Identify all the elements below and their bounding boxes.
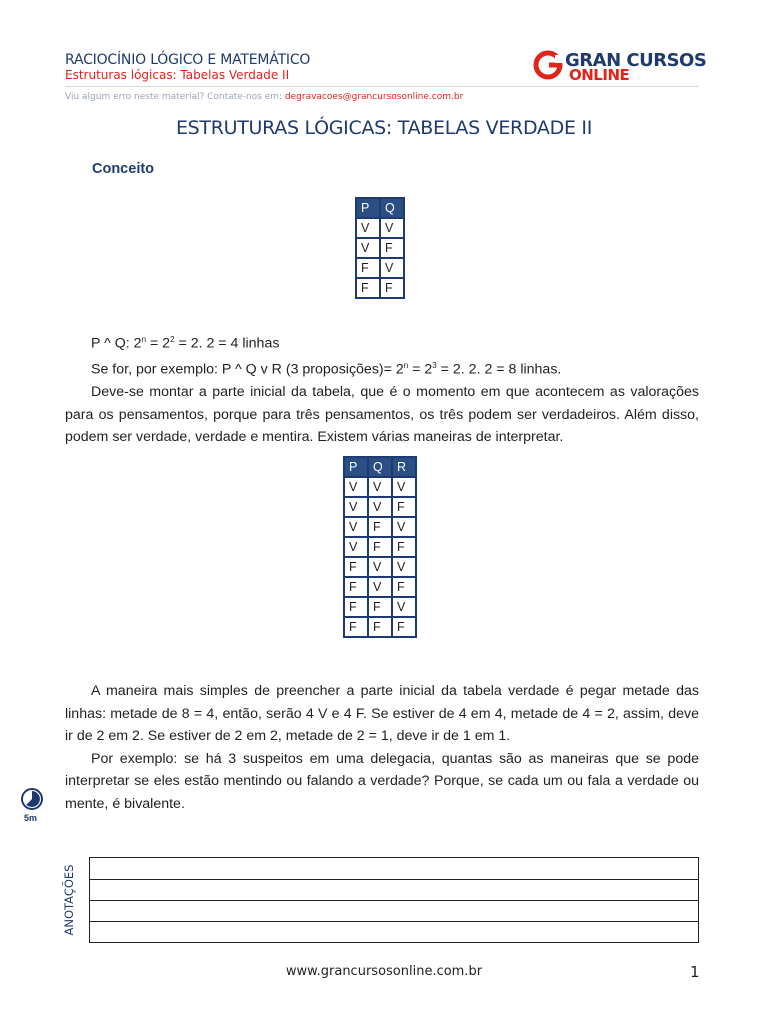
page-number: 1 xyxy=(690,963,700,981)
section-heading: Conceito xyxy=(92,161,155,177)
table-cell: F xyxy=(356,258,380,278)
table-cell: F xyxy=(356,278,380,298)
table-cell: V xyxy=(368,577,392,597)
table-cell: F xyxy=(368,517,392,537)
table-row xyxy=(344,537,416,557)
table-row xyxy=(356,238,404,258)
table-cell: F xyxy=(344,617,368,637)
logo-text-line1: GRAN CURSOS xyxy=(565,50,707,71)
timer-icon xyxy=(20,787,44,811)
table-cell: V xyxy=(344,537,368,557)
table-row xyxy=(344,477,416,497)
truth-table-pq xyxy=(355,197,405,299)
header-topic-subtitle: Estruturas lógicas: Tabelas Verdade II xyxy=(65,68,290,82)
table-header-cell: R xyxy=(392,457,416,477)
table-cell: V xyxy=(392,557,416,577)
table-cell: V xyxy=(344,517,368,537)
formula-line-1: P ^ Q: $2^n = 2^2 = 2$. 2 = 4 linhas xyxy=(91,335,280,352)
table-header-cell: P xyxy=(344,457,368,477)
body-text xyxy=(65,680,699,815)
table-cell: F xyxy=(392,577,416,597)
truth-table-pqr xyxy=(343,456,417,638)
table-cell: F xyxy=(368,617,392,637)
header-divider xyxy=(65,86,699,87)
table-cell: V xyxy=(344,477,368,497)
table-cell: F xyxy=(344,577,368,597)
table-cell: V xyxy=(392,477,416,497)
header-course-title: RACIOCÍNIO LÓGICO E MATEMÁTICO xyxy=(65,52,311,68)
table-row xyxy=(356,278,404,298)
table-row xyxy=(356,258,404,278)
notes-area[interactable] xyxy=(89,857,699,943)
table-cell: F xyxy=(392,617,416,637)
table-row xyxy=(344,617,416,637)
notes-line xyxy=(90,879,698,880)
table-header-cell: Q xyxy=(380,198,404,218)
timer-label: 5m xyxy=(24,813,38,823)
notes-line xyxy=(90,921,698,922)
brand-logo xyxy=(533,50,707,84)
table-cell: V xyxy=(368,497,392,517)
contact-email-link[interactable]: degravacoes@grancursosonline.com.br xyxy=(284,92,464,102)
table-cell: V xyxy=(380,258,404,278)
table-row xyxy=(356,218,404,238)
table-row xyxy=(344,497,416,517)
logo-text-line2: ONLINE xyxy=(569,66,630,84)
table-cell: V xyxy=(368,477,392,497)
table-cell: V xyxy=(380,218,404,238)
page-title: ESTRUTURAS LÓGICAS: TABELAS VERDADE II xyxy=(175,117,593,139)
table-cell: V xyxy=(344,497,368,517)
formula-block xyxy=(65,329,699,449)
table-cell: F xyxy=(380,278,404,298)
table-cell: F xyxy=(368,597,392,617)
table-cell: V xyxy=(356,218,380,238)
table-cell: F xyxy=(392,497,416,517)
table-cell: V xyxy=(392,517,416,537)
table-cell: F xyxy=(380,238,404,258)
notes-line xyxy=(90,900,698,901)
paragraph-half-rule: A maneira mais simples de preencher a parte inicial da tabela verdade é pegar metade das linhas: metade de 8 = 4, então, serão 4 V e 4 F. Se estiver de 4 em 4, metade de 4 = 2, assim, deve ir de 2 em 2. Se estiver de 2 em 2, metade de 2 = 1, deve ir de 1 em 1. xyxy=(65,683,699,744)
table-row xyxy=(344,517,416,537)
paragraph-valuation: Deve-se montar a parte inicial da tabela, que é o momento em que acontecem as valorações para os pensamentos, porque para três pensamentos, os três podem ser verdadeiros. Além disso, podem ser verdade, verdade e mentira. Existem várias maneiras de interpretar. xyxy=(65,384,699,446)
table-cell: V xyxy=(356,238,380,258)
table-header-cell: Q xyxy=(368,457,392,477)
table-cell: F xyxy=(344,597,368,617)
notes-label: ANOTAÇÕES xyxy=(62,864,76,936)
gran-g-logo-icon xyxy=(533,50,563,80)
table-cell: F xyxy=(368,537,392,557)
table-row xyxy=(344,557,416,577)
paragraph-example: Por exemplo: se há 3 suspeitos em uma delegacia, quantas são as maneiras que se pode interpretar se eles estão mentindo ou falando a verdade? Porque, se cada um ou fala a verdade ou mente, é bivalente. xyxy=(65,750,699,812)
table-cell: F xyxy=(392,537,416,557)
table-header-cell: P xyxy=(356,198,380,218)
table-row xyxy=(344,577,416,597)
formula-line-2: Se for, por exemplo: P ^ Q v R (3 proposições)= $2^n = 2^3 = 2$. 2. 2 = 8 linhas. xyxy=(91,361,562,378)
contact-text: Viu algum erro neste material? Contate-nos em: xyxy=(65,92,285,102)
table-cell: F xyxy=(344,557,368,577)
table-cell: V xyxy=(392,597,416,617)
footer-url: www.grancursosonline.com.br xyxy=(285,964,483,979)
table-cell: V xyxy=(368,557,392,577)
header-contact xyxy=(65,92,463,102)
table-row xyxy=(344,597,416,617)
